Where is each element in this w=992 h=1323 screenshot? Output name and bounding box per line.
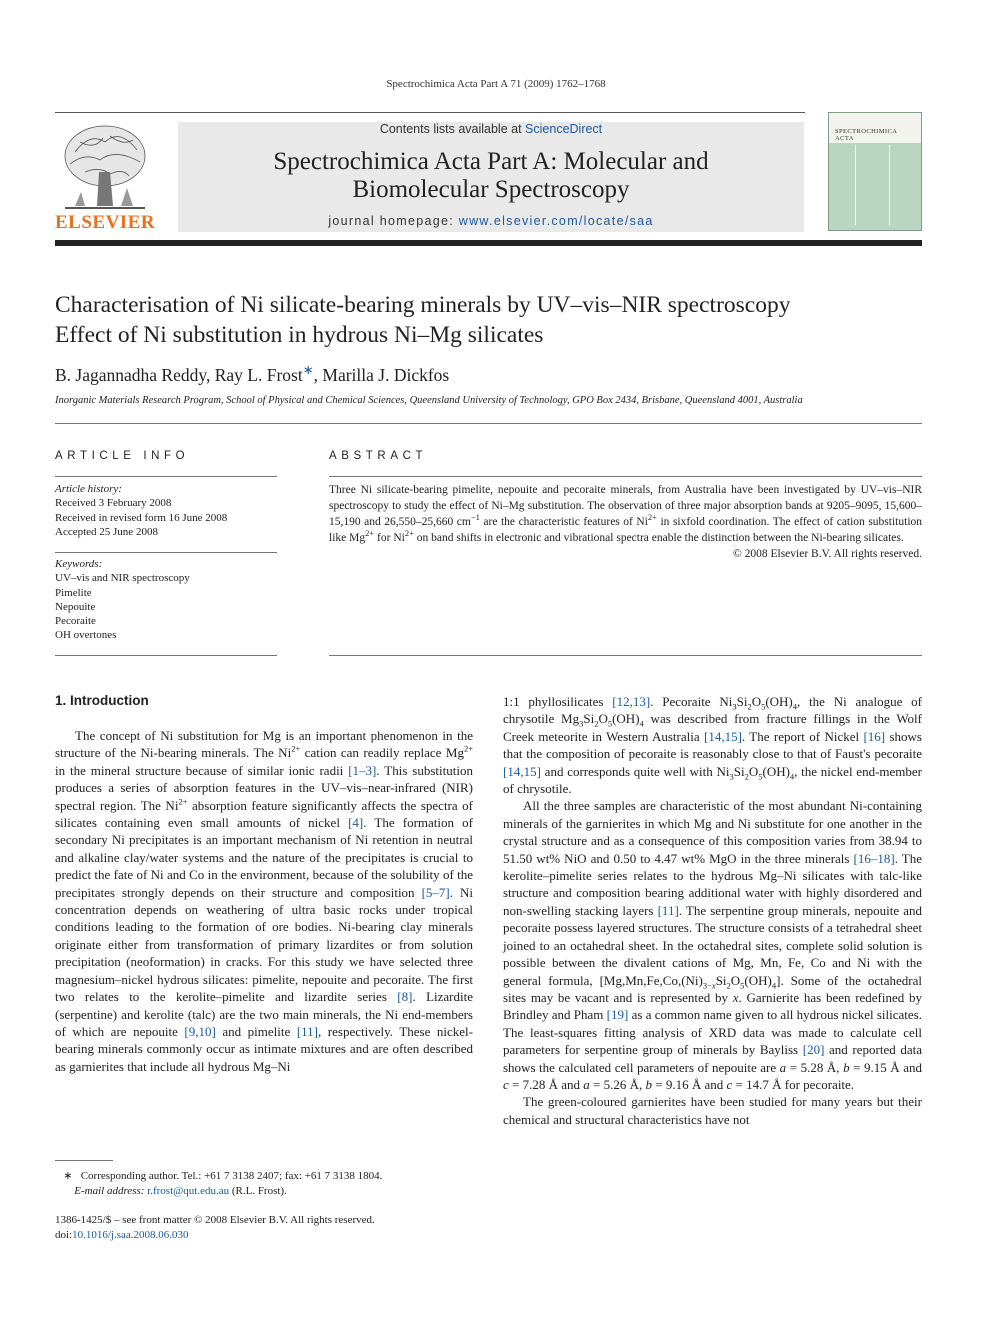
footnote-rule	[55, 1160, 113, 1161]
author-email-link[interactable]: r.frost@qut.edu.au	[147, 1184, 230, 1197]
email-footnote: E-mail address: r.frost@qut.edu.au (R.L. Frost).	[74, 1184, 287, 1197]
intro-paragraph-2: All the three samples are characteristic of the most abundant Ni-containing minerals of the garnierites in which Mg and Ni substitute for one another in the crystal structure and as a consequence of this composition varies from 38.94 to 51.50 wt% NiO and 0.50 to 4.47 wt% MgO in the three minerals [16–18]. The kerolite–pimelite series relates to the hydrous Mg–Ni silicates with talc-like structure and composition bearing additional water with highly disordered and non-swelling stacking layers [11]. The serpentine group minerals, nepouite and pecoraite possess layered structures. The structure consists of a tetrahedral sheet joined to an octahedral sheet. In the octahedral sites, complete solid solution is possible between the divalent cations of Mg, Mn, Fe, Co and Ni with the general formula, $[Mg,Mn,Fe,Co,(Ni)_{3-x}Si_2O_5(OH)_4]$. Some of the octahedral sites may be vacant and is represented by x. Garnierite has been redefined by Brindley and Pham [19] as a common name given to all hydrous nickel silicates. The least-squares fitting analysis of XRD data was made to calculate cell parameters for serpentine group of minerals by Bayliss [20] and reported data shows the calculated cell parameters of nepouite are a = 5.28 Å, b = 9.15 Å and c = 7.28 Å and a = 5.26 Å, b = 9.16 Å and c = 14.7 Å for pecoraite.	[503, 798, 923, 1092]
contents-line	[178, 122, 804, 136]
issn-line: 1386-1425/$ – see front matter © 2008 Elsevier B.V. All rights reserved.	[55, 1214, 375, 1226]
intro-paragraph-1-cont: 1:1 phyllosilicates [12,13]. Pecoraite $Ni_3Si_2O_5(OH)_4$, the Ni analogue of chrysotile $Mg_3Si_2O_5(OH)_4$ was described from fracture fillings in the Wolf Creek meteorite in Western Australia [14,15]. The report of Nickel [16] shows that the composition of pecoraite is reasonably close to that of Faust's pecoraite [14,15] and corresponds quite well with $Ni_3Si_2O_5(OH)_4$, the nickel end-member of chrysotile.	[503, 694, 923, 797]
keyword-item: Pecoraite	[55, 615, 96, 628]
citation-link: [4]	[348, 815, 364, 831]
journal-title	[178, 148, 804, 204]
article-history	[55, 482, 277, 539]
abstract-heading: ABSTRACT	[329, 450, 428, 462]
citation-link: [11]	[296, 1023, 319, 1039]
author-list	[55, 362, 449, 386]
article-title-line2: Effect of Ni substitution in hydrous Ni–Mg silicates	[55, 322, 544, 348]
keywords-rule	[55, 552, 277, 553]
journal-title-line2: Biomolecular Spectroscopy	[352, 176, 630, 203]
contents-prefix: Contents lists available at	[379, 122, 522, 136]
author-dickfos[interactable]: , Marilla J. Dickfos	[313, 364, 450, 385]
front-matter	[55, 1213, 475, 1242]
keyword-item: Pimelite	[55, 586, 92, 599]
section-heading-introduction: 1. Introduction	[55, 693, 149, 708]
header-rule	[55, 112, 805, 113]
abstract-copyright: © 2008 Elsevier B.V. All rights reserved.	[733, 548, 922, 560]
keyword-item: UV–vis and NIR spectroscopy	[55, 572, 190, 585]
article-title-line1: Characterisation of Ni silicate-bearing minerals by UV–vis–NIR spectroscopy	[55, 292, 791, 318]
abstract-rule	[329, 476, 922, 477]
article-info-heading: ARTICLE INFO	[55, 450, 190, 462]
homepage-link[interactable]: www.elsevier.com/locate/saa	[458, 214, 654, 228]
doi-line: doi:10.1016/j.saa.2008.06.030	[55, 1228, 189, 1241]
footnotes	[55, 1169, 475, 1198]
journal-masthead	[178, 122, 804, 232]
citation-link: [5–7]	[421, 884, 450, 900]
body-column-left	[55, 727, 473, 1075]
intro-paragraph-1: The concept of Ni substitution for Mg is an important phenomenon in the structure of the Ni-bearing minerals. The $Ni^{2+}$ cation can readily replace $Mg^{2+}$ in the mineral structure because of similar ionic radii [1–3]. This substitution produces a series of absorption features in the UV–vis–near-infrared (NIR) spectral region. The $Ni^{2+}$ absorption feature significantly affects the spectra of silicates containing even small amounts of nickel [4]. The formation of secondary Ni precipitates is an important mechanism of Ni retention in neutral and alkaline clay/water systems and the nature of the precipitates is crucial to predict the fate of Ni and Co in the environment, because of the solubility of the precipitates strongly depends on their structure and composition [5–7]. Ni concentration depends on weathering of ultra basic rocks under tropical conditions leading to the formation of ore bodies. Ni-bearing clay minerals originate either from transformation of primary lizardites or from solution precipitation (neoformation) in cracks. For this study we have selected three magnesium–nickel hydrous silicates: pimelite, nepouite and pecoraite. The first two relates to the kerolite–pimelite and lizardite series [8]. Lizardite (serpentine) and kerolite (talc) are the two main minerals, the Ni end-members of which are nepouite [9,10] and pimelite [11], respectively. These nickel-bearing minerals commonly occur as intimate mixtures and are often described as garnierites that include all hydrous Mg–Ni	[55, 728, 474, 1074]
doi-link[interactable]: 10.1016/j.saa.2008.06.030	[72, 1228, 189, 1241]
keywords-label: Keywords:	[55, 558, 103, 570]
author-frost[interactable]: Ray L. Frost	[214, 364, 303, 385]
article-history-label: Article history:	[55, 483, 122, 495]
citation-link: [1–3]	[348, 762, 377, 778]
citation-link: [14,15]	[503, 763, 541, 779]
journal-citation: Spectrochimica Acta Part A 71 (2009) 1762–1768	[386, 78, 606, 90]
elsevier-wordmark: ELSEVIER	[55, 212, 156, 233]
intro-paragraph-3: The green-coloured garnierites have been studied for many years but their chemical and structural characteristics have not	[503, 1094, 922, 1127]
citation-link: [12,13]	[612, 694, 651, 709]
history-received: Received 3 February 2008	[55, 497, 172, 510]
citation-link: [20]	[802, 1042, 825, 1058]
masthead-thick-rule	[55, 240, 922, 246]
corresponding-author-footnote: ∗ Corresponding author. Tel.: +61 7 3138 2407; fax: +61 7 3138 1804.	[63, 1170, 383, 1182]
citation-link: [19]	[606, 1007, 629, 1023]
history-accepted: Accepted 25 June 2008	[55, 525, 158, 538]
citation-link: [14,15]	[704, 728, 742, 744]
citation-link: [16–18]	[853, 850, 895, 866]
elsevier-tree-icon	[55, 122, 155, 214]
history-revised: Received in revised form 16 June 2008	[55, 511, 228, 524]
citation-link: [16]	[863, 728, 886, 744]
keyword-item: OH overtones	[55, 629, 117, 642]
citation-link: [9,10]	[184, 1023, 216, 1039]
journal-title-line1: Spectrochimica Acta Part A: Molecular and	[273, 148, 709, 175]
affiliation-rule	[55, 423, 922, 424]
citation-link: [11]	[657, 902, 679, 918]
journal-cover-thumbnail[interactable]	[828, 112, 922, 231]
article-title	[55, 290, 935, 350]
affiliation: Inorganic Materials Research Program, School of Physical and Chemical Sciences, Queensland University of Technology, GPO Box 2434, Brisbane, Queensland 4001, Australia	[55, 395, 803, 406]
author-reddy[interactable]: B. Jagannadha Reddy,	[55, 364, 211, 385]
abstract-bottom-rule	[329, 655, 922, 656]
homepage-prefix: journal homepage:	[328, 214, 454, 228]
article-info-bottom-rule	[55, 655, 277, 656]
keyword-item: Nepouite	[55, 600, 96, 613]
journal-homepage	[178, 214, 804, 228]
elsevier-logo[interactable]	[55, 122, 155, 234]
article-info-rule	[55, 476, 277, 477]
body-column-right	[503, 693, 922, 1128]
citation-link: [8]	[397, 989, 413, 1005]
keywords	[55, 557, 277, 643]
abstract-text: Three Ni silicate-bearing pimelite, nepouite and pecoraite minerals, from Australia have been investigated by UV–vis–NIR spectroscopy to study the effect of Ni–Mg substitution. The observation of three major absorption bands at 9205–9095, 15,600–15,190 and 26,550–25,660 $cm^{-1}$ are the characteristic features of $Ni^{2+}$ in sixfold coordination. The effect of cation substitution like $Mg^{2+}$ for $Ni^{2+}$ on band shifts in electronic and vibrational spectra enable the distinction between the Ni-bearing silicates. © 2008 Elsevier B.V. All rights reserved.	[329, 484, 923, 560]
cover-title: SPECTROCHIMICA ACTA	[835, 128, 898, 142]
sciencedirect-link[interactable]: ScienceDirect	[525, 122, 603, 136]
corresponding-author-mark[interactable]: ∗	[302, 362, 314, 377]
